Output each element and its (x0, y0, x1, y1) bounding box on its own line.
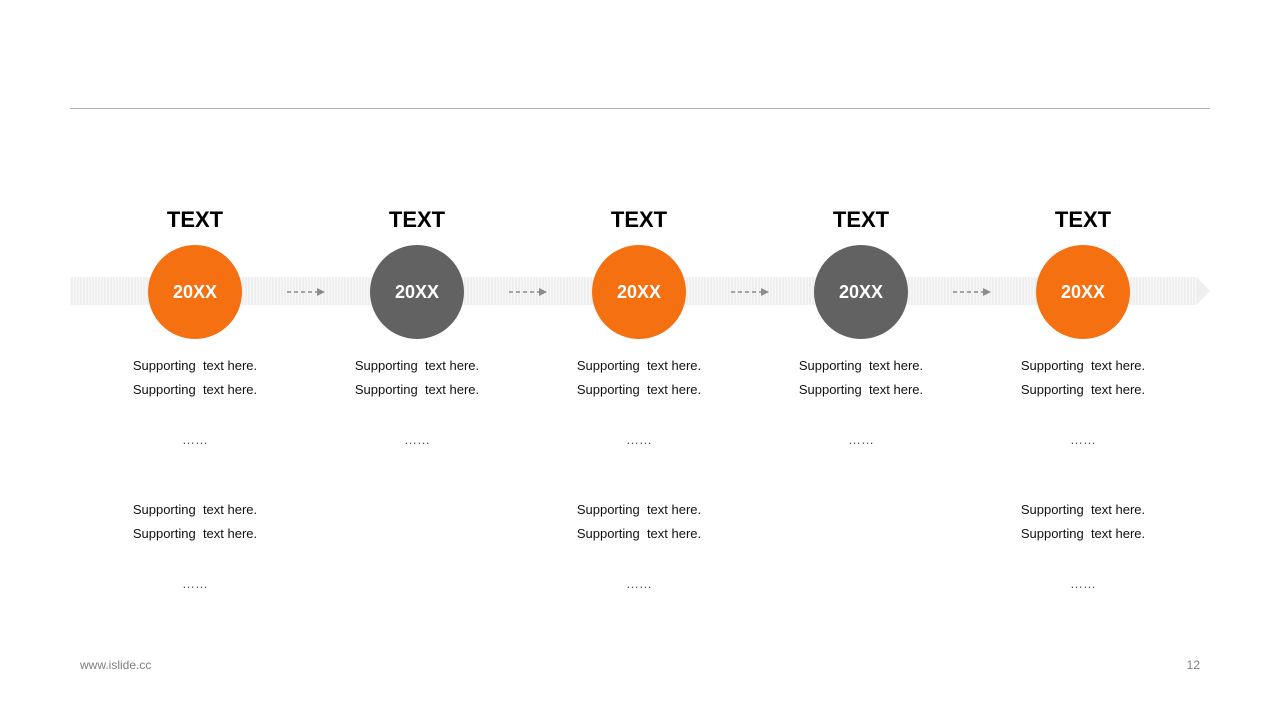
step-title: TEXT (166, 207, 224, 232)
year-circle (592, 245, 686, 339)
supporting-text: Supporting text here. (1020, 358, 1146, 373)
ellipsis: …… (626, 576, 652, 591)
supporting-text: Supporting text here. (576, 526, 702, 541)
ellipsis: …… (182, 432, 208, 447)
timeline-step (84, 0, 306, 720)
year-label: 20XX (394, 281, 440, 302)
ellipsis: …… (1070, 576, 1096, 591)
supporting-text: Supporting text here. (132, 358, 258, 373)
supporting-text: Supporting text here. (1020, 526, 1146, 541)
ellipsis: …… (404, 432, 430, 447)
supporting-text: Supporting text here. (1020, 502, 1146, 517)
supporting-text: Supporting text here. (132, 382, 258, 397)
year-circle (370, 245, 464, 339)
ellipsis: …… (1070, 432, 1096, 447)
step-title: TEXT (1054, 207, 1112, 232)
timeline-step (972, 0, 1194, 720)
timeline-step (306, 0, 528, 720)
step-title: TEXT (610, 207, 668, 232)
ellipsis: …… (848, 432, 874, 447)
supporting-text: Supporting text here. (798, 358, 924, 373)
footer-website: www.islide.cc (80, 658, 152, 672)
timeline-arrow-tip (1196, 277, 1210, 305)
ellipsis: …… (182, 576, 208, 591)
supporting-text: Supporting text here. (354, 382, 480, 397)
supporting-text: Supporting text here. (132, 502, 258, 517)
timeline-step (750, 0, 972, 720)
supporting-text: Supporting text here. (1020, 382, 1146, 397)
step-title: TEXT (388, 207, 446, 232)
step-title: TEXT (832, 207, 890, 232)
supporting-text: Supporting text here. (798, 382, 924, 397)
ellipsis: …… (626, 432, 652, 447)
year-label: 20XX (172, 281, 218, 302)
year-label: 20XX (1060, 281, 1106, 302)
timeline-step (528, 0, 750, 720)
supporting-text: Supporting text here. (576, 382, 702, 397)
supporting-text: Supporting text here. (576, 502, 702, 517)
year-circle (148, 245, 242, 339)
year-label: 20XX (838, 281, 884, 302)
year-label: 20XX (616, 281, 662, 302)
year-circle (1036, 245, 1130, 339)
supporting-text: Supporting text here. (576, 358, 702, 373)
supporting-text: Supporting text here. (354, 358, 480, 373)
year-circle (814, 245, 908, 339)
page-number: 12 (1186, 658, 1200, 672)
supporting-text: Supporting text here. (132, 526, 258, 541)
